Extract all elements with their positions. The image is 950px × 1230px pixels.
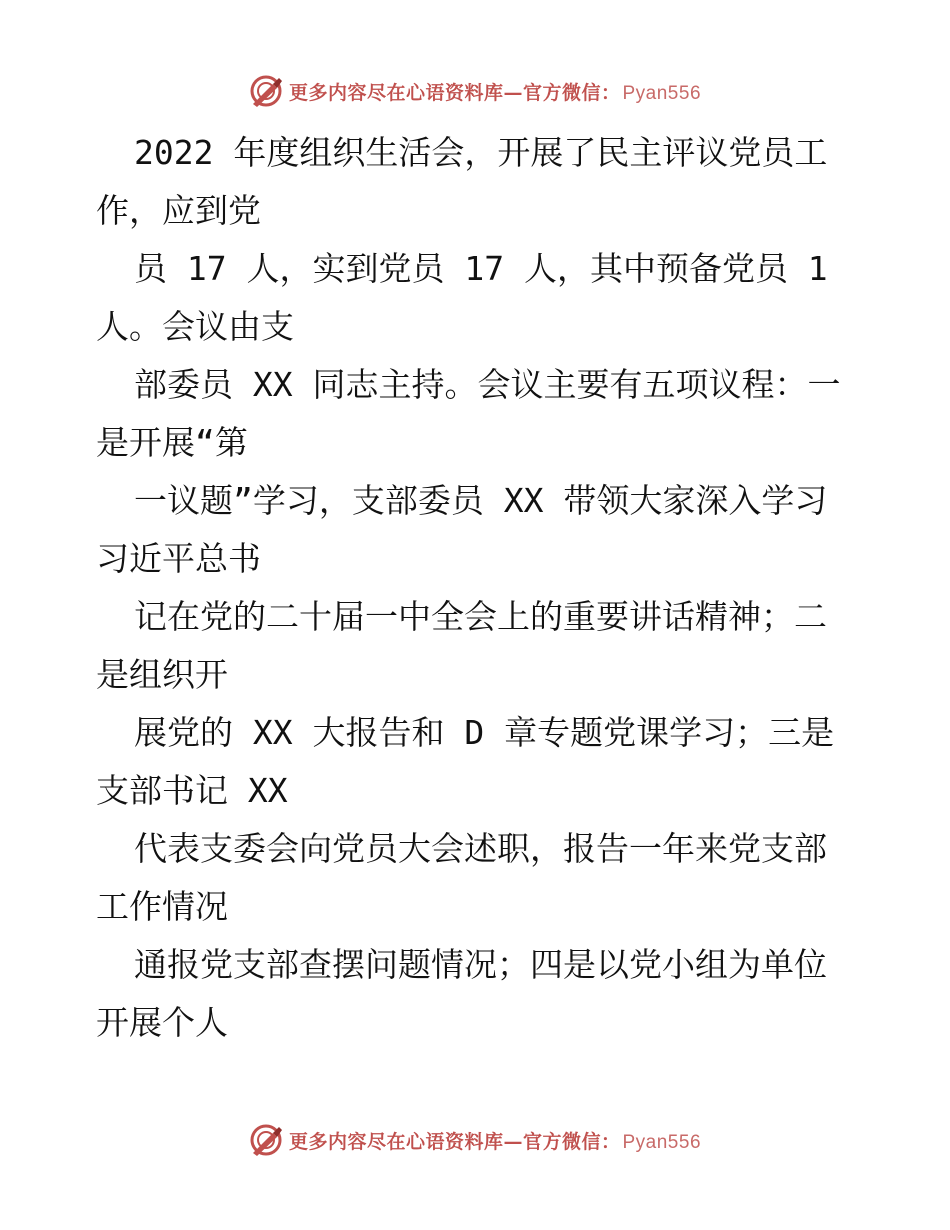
body-line: 习近平总书: [96, 539, 261, 578]
wechat-id: Pyan556: [622, 82, 702, 104]
header-watermark: [0, 73, 950, 109]
body-line: 是开展“第: [96, 423, 248, 462]
footer-watermark: [0, 1122, 950, 1158]
pen-logo-icon: [249, 74, 283, 108]
body-line: 通报党支部查摆问题情况；四是以党小组为单位: [134, 945, 827, 984]
body-line: 展党的 XX 大报告和 D 章专题党课学习；三是: [134, 713, 835, 752]
body-line: 支部书记 XX: [96, 771, 288, 810]
body-line: 工作情况: [96, 887, 228, 926]
document-body: [96, 124, 866, 1052]
wechat-id: Pyan556: [622, 1131, 702, 1153]
body-line: 代表支委会向党员大会述职，报告一年来党支部: [134, 829, 827, 868]
body-line: 作，应到党: [96, 191, 261, 230]
body-line: 2022 年度组织生活会，开展了民主评议党员工: [134, 133, 828, 172]
body-line: 员 17 人，实到党员 17 人，其中预备党员 1: [134, 249, 828, 288]
body-line: 部委员 XX 同志主持。会议主要有五项议程：一: [134, 365, 841, 404]
body-line: 记在党的二十届一中全会上的重要讲话精神；二: [134, 597, 827, 636]
pen-logo-icon: [249, 1123, 283, 1157]
watermark-text: 更多内容尽在心语资料库—官方微信： Pyan556: [288, 1130, 702, 1153]
body-line: 人。会议由支: [96, 307, 294, 346]
body-line: 是组织开: [96, 655, 228, 694]
body-line: 一议题”学习，支部委员 XX 带领大家深入学习: [134, 481, 828, 520]
body-line: 开展个人: [96, 1003, 228, 1042]
watermark-text: 更多内容尽在心语资料库—官方微信： Pyan556: [288, 81, 702, 104]
